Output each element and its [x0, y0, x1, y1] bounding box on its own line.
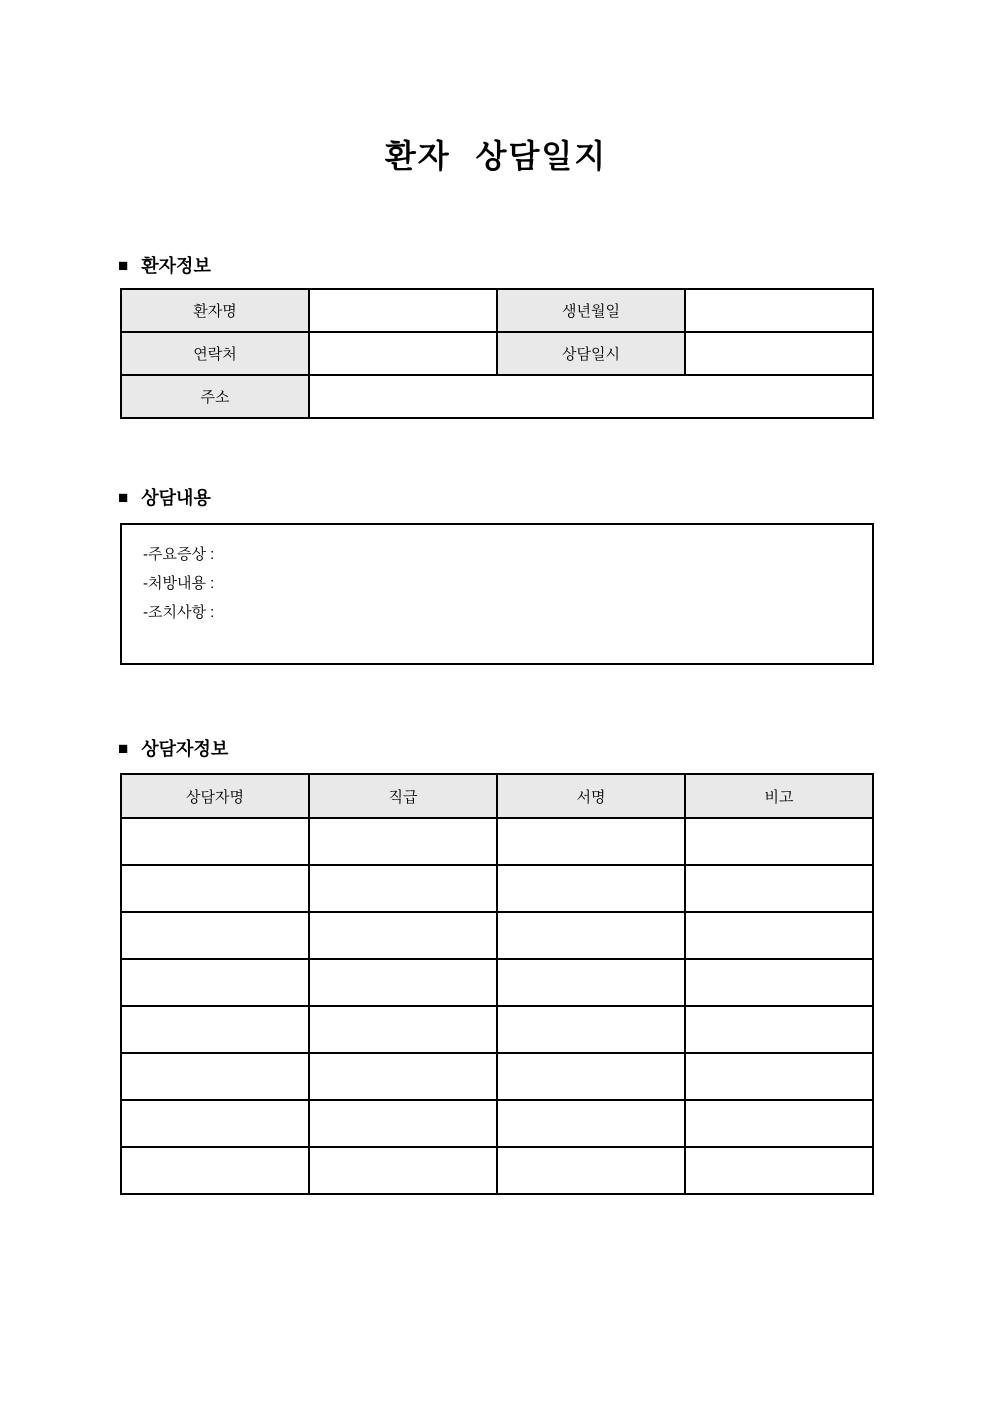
section-header-consultation	[118, 484, 211, 510]
counselor-table-row	[121, 1147, 873, 1194]
counselor-table-cell[interactable]	[497, 1053, 685, 1100]
patient-name-label: 환자명	[121, 289, 309, 332]
consult-datetime-label: 상담일시	[497, 332, 685, 375]
counselor-table-cell[interactable]	[309, 1006, 497, 1053]
counselor-table-cell[interactable]	[121, 912, 309, 959]
counselor-table-cell[interactable]	[121, 959, 309, 1006]
section-header-counselor-info	[118, 735, 228, 761]
consultation-content-box[interactable]	[120, 523, 874, 665]
counselor-table-cell[interactable]	[685, 959, 873, 1006]
page-title: 환자 상담일지	[384, 138, 608, 174]
counselor-table-header-row	[121, 774, 873, 818]
patient-table-row	[121, 289, 873, 332]
consult-datetime-value-cell[interactable]	[685, 332, 873, 375]
consultation-line-symptoms: -주요증상 :	[143, 546, 215, 563]
section-bullet-icon: ■	[118, 738, 129, 758]
consultation-line-actions: -조치사항 :	[143, 604, 215, 621]
counselor-table-cell[interactable]	[121, 1006, 309, 1053]
patient-table-row	[121, 375, 873, 418]
counselor-table-cell[interactable]	[309, 959, 497, 1006]
counselor-table-cell[interactable]	[685, 1147, 873, 1194]
counselor-table-row	[121, 1006, 873, 1053]
counselor-table-cell[interactable]	[497, 1147, 685, 1194]
position-header: 직급	[309, 774, 497, 818]
counselor-table-row	[121, 865, 873, 912]
counselor-table-cell[interactable]	[497, 959, 685, 1006]
patient-name-value-cell[interactable]	[309, 289, 497, 332]
counselor-table-row	[121, 912, 873, 959]
counselor-table-cell[interactable]	[121, 1053, 309, 1100]
counselor-name-header: 상담자명	[121, 774, 309, 818]
counselor-table-cell[interactable]	[309, 1100, 497, 1147]
counselor-table-row	[121, 959, 873, 1006]
counselor-table-cell[interactable]	[685, 1053, 873, 1100]
counselor-table-cell[interactable]	[121, 865, 309, 912]
section-title-consultation: 상담내용	[141, 488, 211, 508]
counselor-table-cell[interactable]	[497, 818, 685, 865]
counselor-table-row	[121, 818, 873, 865]
counselor-info-table	[120, 773, 874, 1195]
counselor-table-cell[interactable]	[497, 865, 685, 912]
counselor-table-cell[interactable]	[497, 912, 685, 959]
counselor-table-cell[interactable]	[497, 1100, 685, 1147]
section-header-patient-info	[118, 252, 211, 278]
section-bullet-icon: ■	[118, 255, 129, 275]
birth-date-value-cell[interactable]	[685, 289, 873, 332]
section-bullet-icon: ■	[118, 487, 129, 507]
counselor-table-cell[interactable]	[309, 912, 497, 959]
remarks-header: 비고	[685, 774, 873, 818]
contact-label: 연락처	[121, 332, 309, 375]
counselor-table-body	[121, 818, 873, 1194]
counselor-table-cell[interactable]	[309, 1147, 497, 1194]
counselor-table-cell[interactable]	[685, 818, 873, 865]
counselor-table-cell[interactable]	[685, 865, 873, 912]
counselor-table-row	[121, 1053, 873, 1100]
counselor-table-cell[interactable]	[685, 1100, 873, 1147]
counselor-table-cell[interactable]	[497, 1006, 685, 1053]
counselor-table-cell[interactable]	[121, 818, 309, 865]
consultation-line-prescription: -처방내용 :	[143, 575, 215, 592]
patient-info-table	[120, 288, 874, 419]
counselor-table-cell[interactable]	[121, 1100, 309, 1147]
signature-header: 서명	[497, 774, 685, 818]
counselor-table-cell[interactable]	[685, 1006, 873, 1053]
counselor-table-row	[121, 1100, 873, 1147]
counselor-table-cell[interactable]	[121, 1147, 309, 1194]
section-title-counselor-info: 상담자정보	[141, 739, 229, 759]
address-value-cell[interactable]	[309, 375, 873, 418]
counselor-table-cell[interactable]	[309, 865, 497, 912]
birth-date-label: 생년월일	[497, 289, 685, 332]
counselor-table-cell[interactable]	[309, 818, 497, 865]
patient-table-row	[121, 332, 873, 375]
contact-value-cell[interactable]	[309, 332, 497, 375]
address-label: 주소	[121, 375, 309, 418]
counselor-table-cell[interactable]	[685, 912, 873, 959]
section-title-patient-info: 환자정보	[141, 256, 211, 276]
counselor-table-cell[interactable]	[309, 1053, 497, 1100]
